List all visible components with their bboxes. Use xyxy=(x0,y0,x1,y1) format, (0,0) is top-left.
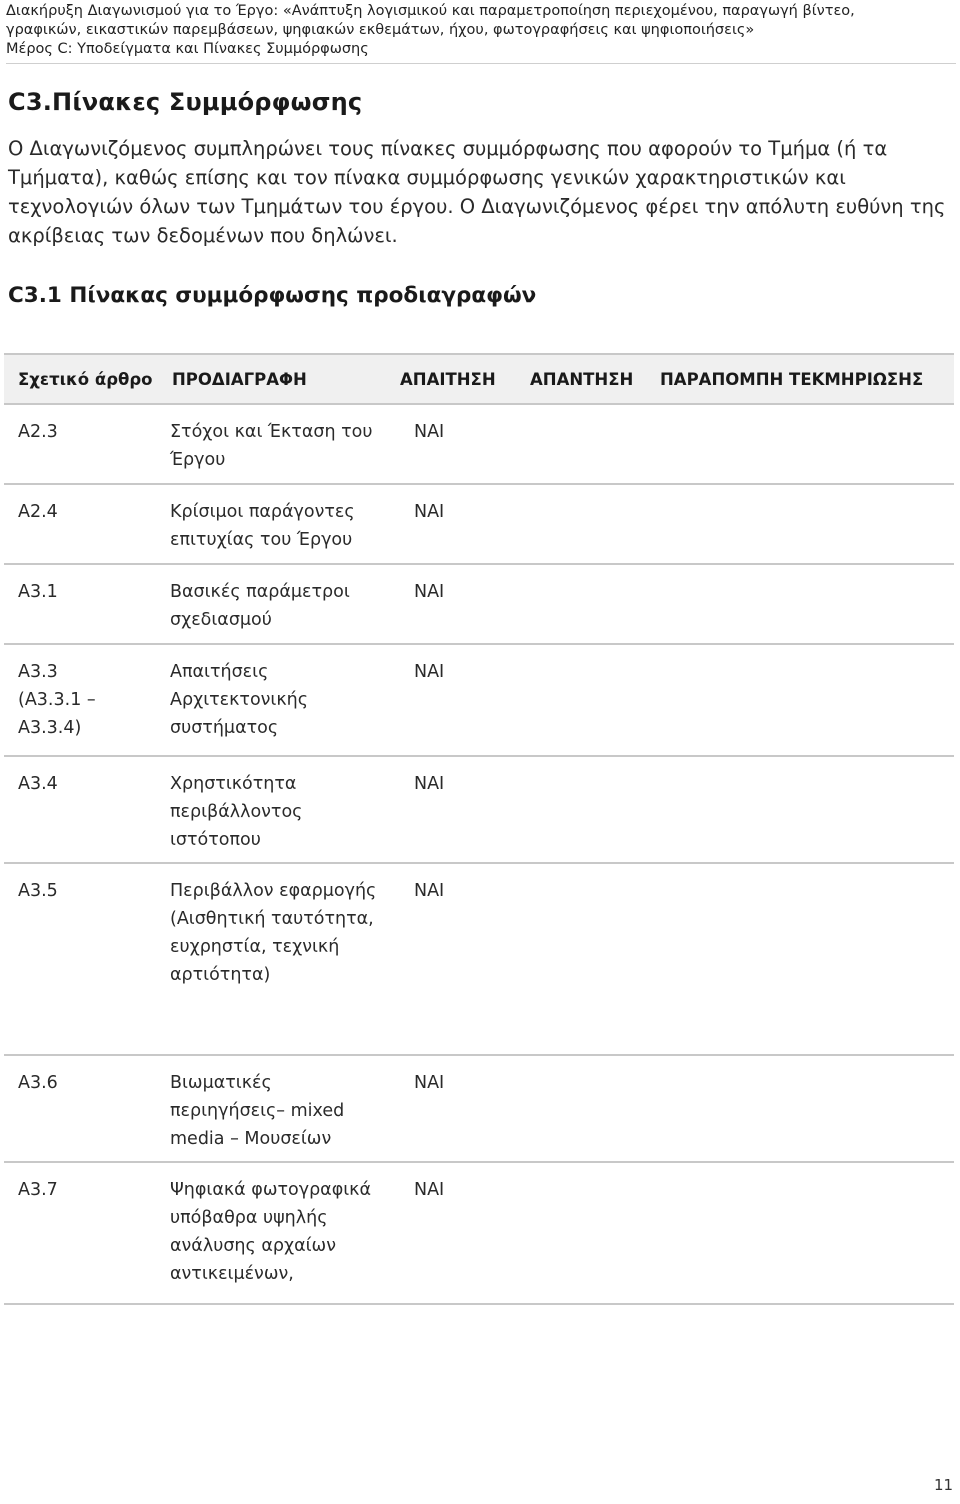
cell-article: A3.4 xyxy=(18,774,58,794)
table-row xyxy=(4,565,954,645)
header-requirement: ΑΠΑΙΤΗΣΗ xyxy=(400,370,496,389)
header-line-2: γραφικών, εικαστικών παρεμβάσεων, ψηφιακών εκθεμάτων, ήχου, φωτογραφήσεις και ψηφιοποιήσεις» xyxy=(6,22,755,38)
table-row xyxy=(4,757,954,864)
table-header-row xyxy=(4,353,954,405)
table-row xyxy=(4,405,954,485)
cell-requirement: ΝΑΙ xyxy=(414,422,445,442)
header-divider xyxy=(6,63,956,64)
table-row xyxy=(4,1056,954,1163)
cell-requirement: ΝΑΙ xyxy=(414,1180,445,1200)
cell-article: A2.3 xyxy=(18,422,58,442)
cell-requirement: ΝΑΙ xyxy=(414,582,445,602)
cell-spec: Χρηστικότητα περιβάλλοντος ιστότοπου xyxy=(170,774,303,850)
cell-spec: Βασικές παράμετροι σχεδιασμού xyxy=(170,582,350,630)
cell-article: A3.1 xyxy=(18,582,58,602)
header-line-3: Μέρος C: Υποδείγματα και Πίνακες Συμμόρφωσης xyxy=(6,41,369,57)
table-row xyxy=(4,485,954,565)
cell-article: A2.4 xyxy=(18,502,58,522)
cell-spec: Απαιτήσεις Αρχιτεκτονικής συστήματος xyxy=(170,662,309,738)
table-row xyxy=(4,1163,954,1305)
cell-requirement: ΝΑΙ xyxy=(414,881,445,901)
header-reference: ΠΑΡΑΠΟΜΠΗ ΤΕΚΜΗΡΙΩΣΗΣ xyxy=(660,370,924,389)
cell-article: A3.7 xyxy=(18,1180,58,1200)
header-line-1: Διακήρυξη Διαγωνισμού για το Έργο: «Ανάπτυξη λογισμικού και παραμετροποίηση περιεχομένου, παραγωγή βίντεο, xyxy=(6,3,855,19)
running-header xyxy=(6,2,954,59)
section-title: C3.Πίνακες Συμμόρφωσης xyxy=(8,88,363,116)
cell-article: A3.6 xyxy=(18,1073,58,1093)
cell-requirement: ΝΑΙ xyxy=(414,1073,445,1093)
cell-spec: Στόχοι και Έκταση του Έργου xyxy=(170,422,373,470)
compliance-table xyxy=(4,353,954,1305)
table-row xyxy=(4,864,954,1056)
cell-requirement: ΝΑΙ xyxy=(414,502,445,522)
cell-article: A3.5 xyxy=(18,881,58,901)
cell-requirement: ΝΑΙ xyxy=(414,662,445,682)
cell-spec: Βιωματικές περιηγήσεις– mixed media – Μουσείων xyxy=(170,1073,345,1149)
cell-spec: Περιβάλλον εφαρμογής (Αισθητική ταυτότητα, ευχρηστία, τεχνική αρτιότητα) xyxy=(170,881,377,985)
header-answer: ΑΠΑΝΤΗΣΗ xyxy=(530,370,634,389)
page-number: 11 xyxy=(934,1476,954,1494)
cell-spec: Κρίσιμοι παράγοντες επιτυχίας του Έργου xyxy=(170,502,355,550)
cell-requirement: ΝΑΙ xyxy=(414,774,445,794)
cell-article: A3.3 (A3.3.1 – A3.3.4) xyxy=(18,662,96,738)
header-article: Σχετικό άρθρο xyxy=(18,370,153,389)
subsection-title: C3.1 Πίνακας συμμόρφωσης προδιαγραφών xyxy=(8,283,537,308)
cell-spec: Ψηφιακά φωτογραφικά υπόβαθρα υψηλής ανάλυσης αρχαίων αντικειμένων, xyxy=(170,1180,372,1284)
header-spec: ΠΡΟΔΙΑΓΡΑΦΗ xyxy=(172,370,307,389)
table-row xyxy=(4,645,954,757)
intro-paragraph: Ο Διαγωνιζόμενος συμπληρώνει τους πίνακες συμμόρφωσης που αφορούν το Τμήμα (ή τα Τμήματα), καθώς επίσης και τον πίνακα συμμόρφωσης γενικών χαρακτηριστικών και τεχνολογιών όλων των Τμημάτων του έργου. Ο Διαγωνιζόμενος φέρει την απόλυτη ευθύνη της ακρίβειας των δεδομένων που δηλώνει. xyxy=(8,137,946,247)
